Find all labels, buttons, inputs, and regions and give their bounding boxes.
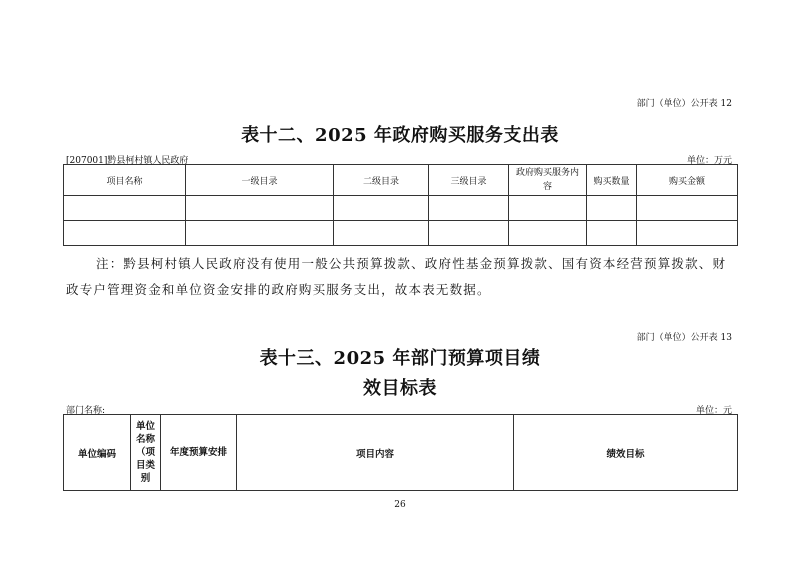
col-header: 购买数量 (587, 165, 637, 196)
table13-title-line1: 表十三、2025 年部门预算项目绩 (259, 348, 541, 369)
col-header: 一级目录 (186, 165, 334, 196)
col-header: 单位名称（项目类别 (131, 415, 161, 491)
col-header: 三级目录 (429, 165, 509, 196)
table13-title-line2: 效目标表 (363, 378, 437, 399)
col-header: 购买金额 (637, 165, 738, 196)
col-header: 绩效目标 (514, 415, 738, 491)
col-header: 项目内容 (237, 415, 514, 491)
table-row (64, 221, 738, 246)
unit-label-12: 单位：万元 (686, 156, 732, 166)
page-label-12: 部门（单位）公开表 12 (636, 99, 732, 109)
table12-note: 注：黔县柯村镇人民政府没有使用一般公共预算拨款、政府性基金预算拨款、国有资本经营预算拨款、财政专户管理资金和单位资金安排的政府购买服务支出，故本表无数据。 (66, 256, 727, 297)
col-header: 单位编码 (64, 415, 131, 491)
page-number: 26 (394, 500, 406, 510)
table-row (64, 196, 738, 221)
col-header: 政府购买服务内容 (509, 165, 587, 196)
table13 (63, 414, 738, 491)
page-label-13: 部门（单位）公开表 13 (636, 333, 732, 343)
table12 (63, 164, 738, 246)
col-header: 年度预算安排 (161, 415, 237, 491)
table12-title: 表十二、2025 年政府购买服务支出表 (241, 125, 559, 146)
org-name: [207001]黔县柯村镇人民政府 (66, 156, 189, 166)
org-label: 部门名称: (66, 406, 106, 416)
unit-label-13: 单位：元 (695, 406, 732, 416)
col-header: 项目名称 (64, 165, 186, 196)
col-header: 二级目录 (334, 165, 429, 196)
